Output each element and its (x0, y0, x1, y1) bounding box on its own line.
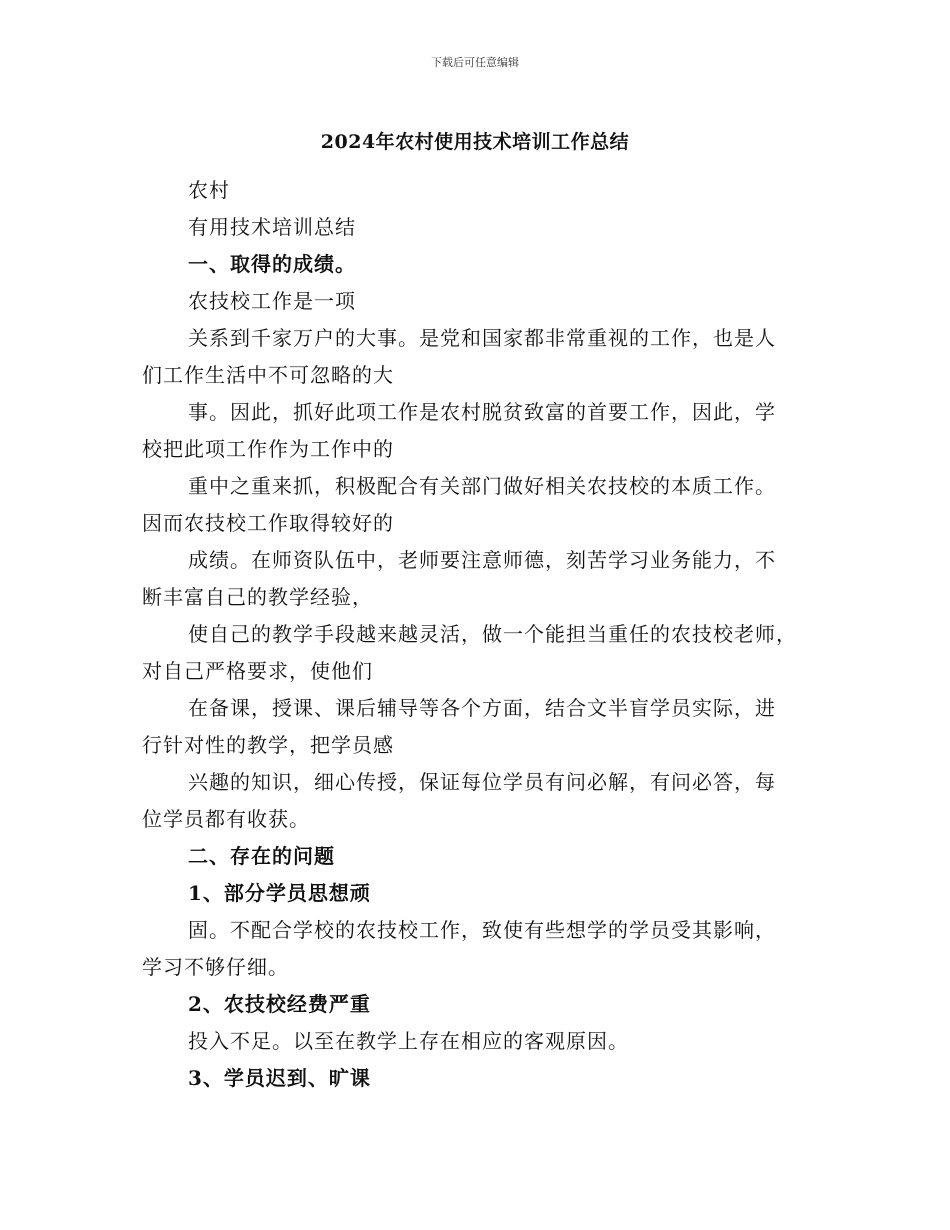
text-line: 校把此项工作作为工作中的 (142, 437, 394, 461)
text-line: 农技校工作是一项 (188, 289, 356, 313)
text-line: 投入不足。以至在教学上存在相应的客观原因。 (188, 1029, 629, 1053)
text-line: 成绩。在师资队伍中，老师要注意师德，刻苦学习业务能力，不 (188, 548, 776, 572)
subsection-heading: 1、部分学员思想顽 (188, 881, 371, 905)
section-heading: 一、取得的成绩。 (188, 252, 356, 276)
text-line: 对自己严格要求，使他们 (142, 659, 373, 683)
text-line: 行针对性的教学，把学员感 (142, 733, 394, 757)
section-heading: 二、存在的问题 (188, 844, 335, 868)
text-line: 事。因此，抓好此项工作是农村脱贫致富的首要工作，因此，学 (188, 400, 776, 424)
subsection-heading: 2、农技校经费严重 (188, 992, 371, 1016)
text-line: 关系到千家万户的大事。是党和国家都非常重视的工作，也是人 (188, 326, 776, 350)
text-line: 农村 (188, 178, 230, 202)
header-note: 下载后可任意编辑 (431, 56, 519, 69)
text-line: 在备课，授课、课后辅导等各个方面，结合文半盲学员实际，进 (188, 696, 776, 720)
text-line: 学习不够仔细。 (142, 955, 289, 979)
document-title: 2024年农村使用技术培训工作总结 (320, 131, 630, 153)
text-line: 使自己的教学手段越来越灵活，做一个能担当重任的农技校老师， (188, 622, 797, 646)
text-line: 位学员都有收获。 (142, 807, 310, 831)
text-line: 们工作生活中不可忽略的大 (142, 363, 394, 387)
text-line: 因而农技校工作取得较好的 (142, 511, 394, 535)
text-line: 固。不配合学校的农技校工作，致使有些想学的学员受其影响， (188, 918, 776, 942)
text-line: 兴趣的知识，细心传授，保证每位学员有问必解，有问必答，每 (188, 770, 776, 794)
text-line: 有用技术培训总结 (188, 215, 356, 239)
document-body (142, 172, 814, 1097)
subsection-heading: 3、学员迟到、旷课 (188, 1066, 371, 1090)
text-line: 断丰富自己的教学经验， (142, 585, 373, 609)
text-line: 重中之重来抓，积极配合有关部门做好相关农技校的本质工作。 (188, 474, 776, 498)
